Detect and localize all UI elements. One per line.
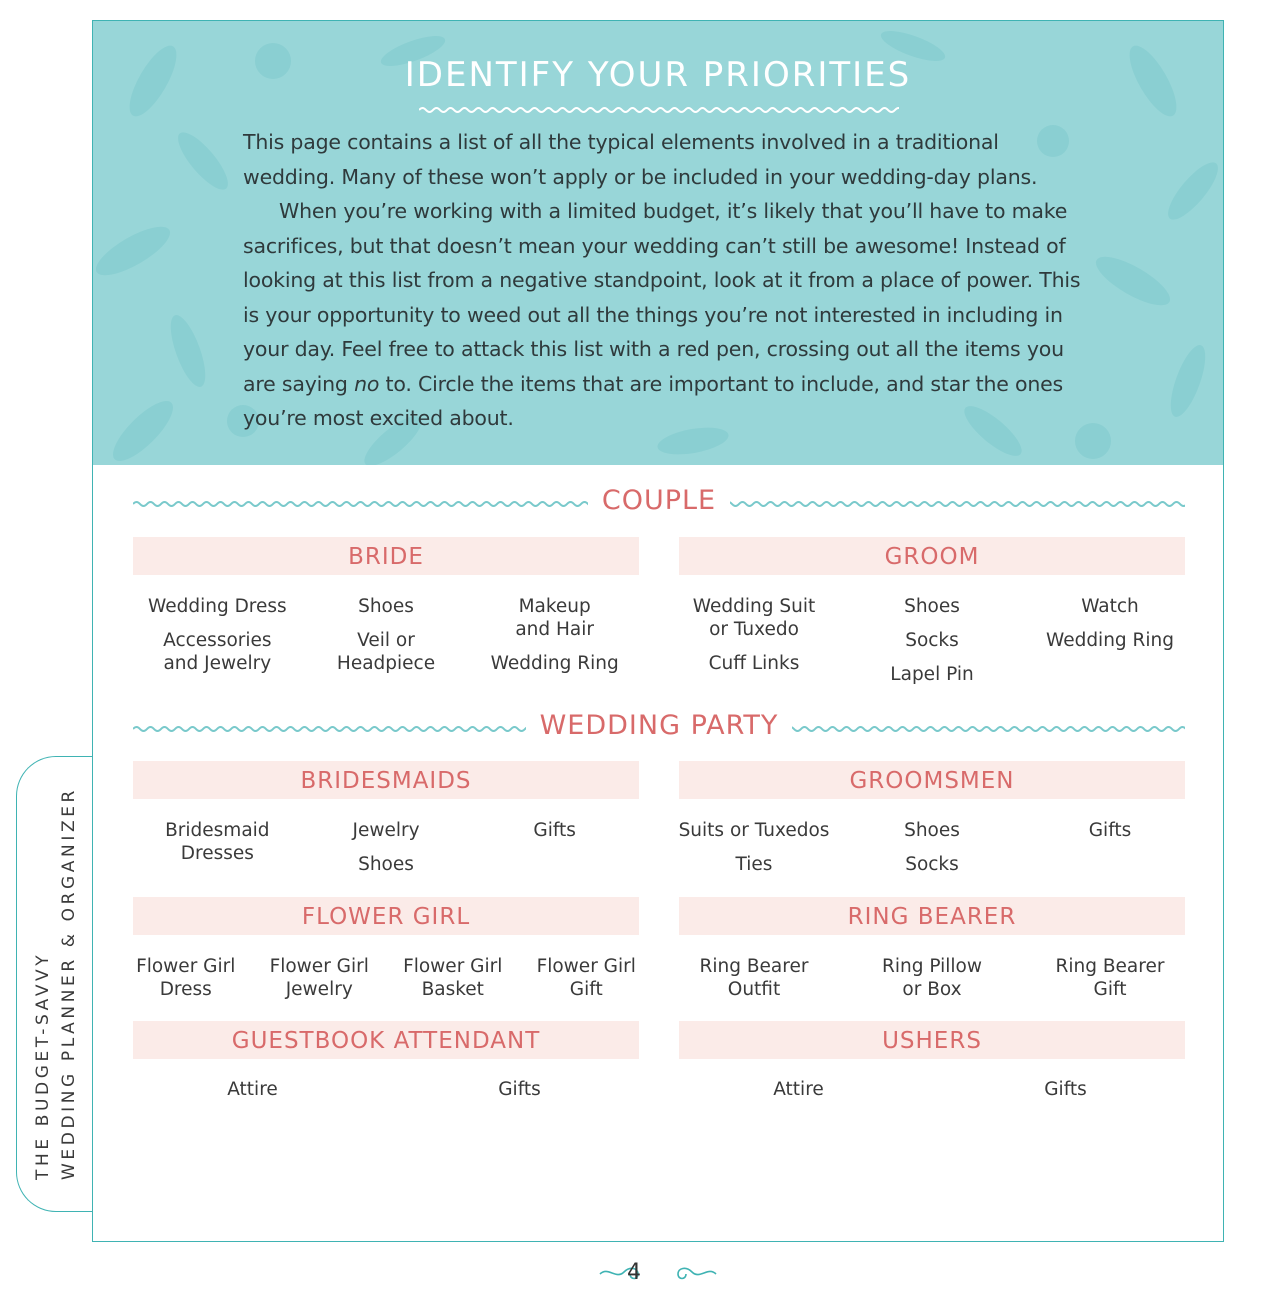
intro-text: [243, 125, 1083, 436]
group-ushers-header: USHERS: [679, 1021, 1185, 1059]
book-title-line1: THE BUDGET-SAVVY: [33, 951, 53, 1180]
list-item: Ring Bearer Outfit: [699, 956, 809, 1000]
list-item: Gifts: [1088, 820, 1132, 841]
bride-col-2: [302, 595, 471, 686]
item-column: [1021, 955, 1199, 1012]
list-item: Attire: [773, 1079, 824, 1100]
section-title-wedding-party: WEDDING PARTY: [526, 710, 793, 741]
bride-col-3: [470, 595, 639, 686]
section-wedding-party-heading: [133, 710, 1185, 750]
list-item: Flower Girl Gift: [536, 956, 636, 1000]
item-column: [665, 1078, 932, 1112]
list-item: Shoes: [358, 854, 414, 875]
bride-col-1: [133, 595, 302, 686]
group-bridesmaids-header: BRIDESMAIDS: [133, 761, 639, 799]
groom-col-3: [1021, 595, 1199, 697]
list-item: Watch: [1081, 596, 1139, 617]
list-item: Wedding Dress: [148, 596, 287, 617]
item-column: [386, 955, 520, 1012]
item-column: [119, 1078, 386, 1112]
item-column: [520, 955, 654, 1012]
list-item: Makeup and Hair: [515, 596, 595, 640]
intro-paragraph-2: When you’re working with a limited budget, it’s likely that you’ll have to make sacrifices, but that doesn’t mean your wedding can’t still be awesome! Instead of looking at this list from a negative standpoint, look at it from a place of power. This is your opportunity to weed out all the things you’re not interested in including in your day. Feel free to attack this list with a red pen, crossing out all the items you are saying no to. Circle the items that are important to include, and star the ones you’re most excited about.: [243, 199, 1081, 430]
list-item: Socks: [905, 630, 959, 651]
item-column: [665, 955, 843, 1012]
list-item: Shoes: [904, 596, 960, 617]
groom-items: [665, 595, 1199, 697]
list-item: Wedding Suit or Tuxedo: [692, 596, 816, 640]
list-item: Socks: [905, 854, 959, 875]
group-groom-header: GROOM: [679, 537, 1185, 575]
list-item: Ties: [735, 854, 773, 875]
section-couple-heading: [133, 485, 1185, 525]
list-item: Ring Bearer Gift: [1055, 956, 1165, 1000]
page-frame: [92, 20, 1224, 1242]
page-number: 4: [627, 1260, 641, 1285]
list-item: Ring Pillow or Box: [882, 956, 982, 1000]
title-squiggle: [419, 103, 899, 117]
groom-col-2: [843, 595, 1021, 697]
list-item: Gifts: [533, 820, 576, 841]
group-ring-bearer-header: RING BEARER: [679, 897, 1185, 935]
list-item: Veil or Headpiece: [336, 630, 436, 674]
bridesmaids-col-2: [302, 819, 471, 887]
group-guestbook-attendant-header: GUESTBOOK ATTENDANT: [133, 1021, 639, 1059]
bridesmaids-col-3: [470, 819, 639, 887]
list-item: Gifts: [498, 1079, 541, 1100]
book-title-line2: WEDDING PLANNER & ORGANIZER: [59, 787, 79, 1180]
list-item: Wedding Ring: [1045, 630, 1175, 651]
side-tab-text: [30, 787, 82, 1180]
list-item: Flower Girl Basket: [403, 956, 503, 1000]
list-item: Bridesmaid Dresses: [165, 820, 270, 864]
flower-girl-items: [119, 955, 653, 1012]
intro-paragraph-1: This page contains a list of all the typical elements involved in a traditional wedding. Many of these won’t apply or be included in your wedding-day plans.: [243, 130, 1038, 189]
page-title: IDENTIFY YOUR PRIORITIES: [404, 55, 912, 95]
item-column: [932, 1078, 1199, 1112]
group-groomsmen-header: GROOMSMEN: [679, 761, 1185, 799]
group-flower-girl-header: FLOWER GIRL: [133, 897, 639, 935]
list-item: Shoes: [358, 596, 414, 617]
list-item: Jewelry: [352, 820, 420, 841]
intro-banner: [93, 21, 1223, 465]
list-item: Cuff Links: [708, 653, 800, 674]
list-item: Suits or Tuxedos: [678, 820, 830, 841]
item-column: [386, 1078, 653, 1112]
bridesmaids-items: [133, 819, 639, 887]
groomsmen-col-3: [1021, 819, 1199, 887]
ushers-items: [665, 1078, 1199, 1112]
section-title-couple: COUPLE: [588, 485, 730, 516]
ring-bearer-items: [665, 955, 1199, 1012]
list-item: Gifts: [1044, 1079, 1087, 1100]
bride-items: [133, 595, 639, 686]
list-item: Flower Girl Dress: [136, 956, 236, 1000]
bridesmaids-col-1: [133, 819, 302, 887]
groom-col-1: [665, 595, 843, 697]
groomsmen-items: [665, 819, 1199, 887]
groomsmen-col-2: [843, 819, 1021, 887]
list-item: Wedding Ring: [490, 653, 619, 674]
item-column: [843, 955, 1021, 1012]
group-bride-header: BRIDE: [133, 537, 639, 575]
list-item: Accessories and Jewelry: [163, 630, 272, 674]
list-item: Lapel Pin: [890, 664, 974, 685]
list-item: Flower Girl Jewelry: [269, 956, 369, 1000]
item-column: [119, 955, 253, 1012]
ornament-right: [672, 1262, 718, 1282]
groomsmen-col-1: [665, 819, 843, 887]
list-item: Shoes: [904, 820, 960, 841]
guestbook-attendant-items: [119, 1078, 653, 1112]
list-item: Attire: [227, 1079, 278, 1100]
item-column: [253, 955, 387, 1012]
